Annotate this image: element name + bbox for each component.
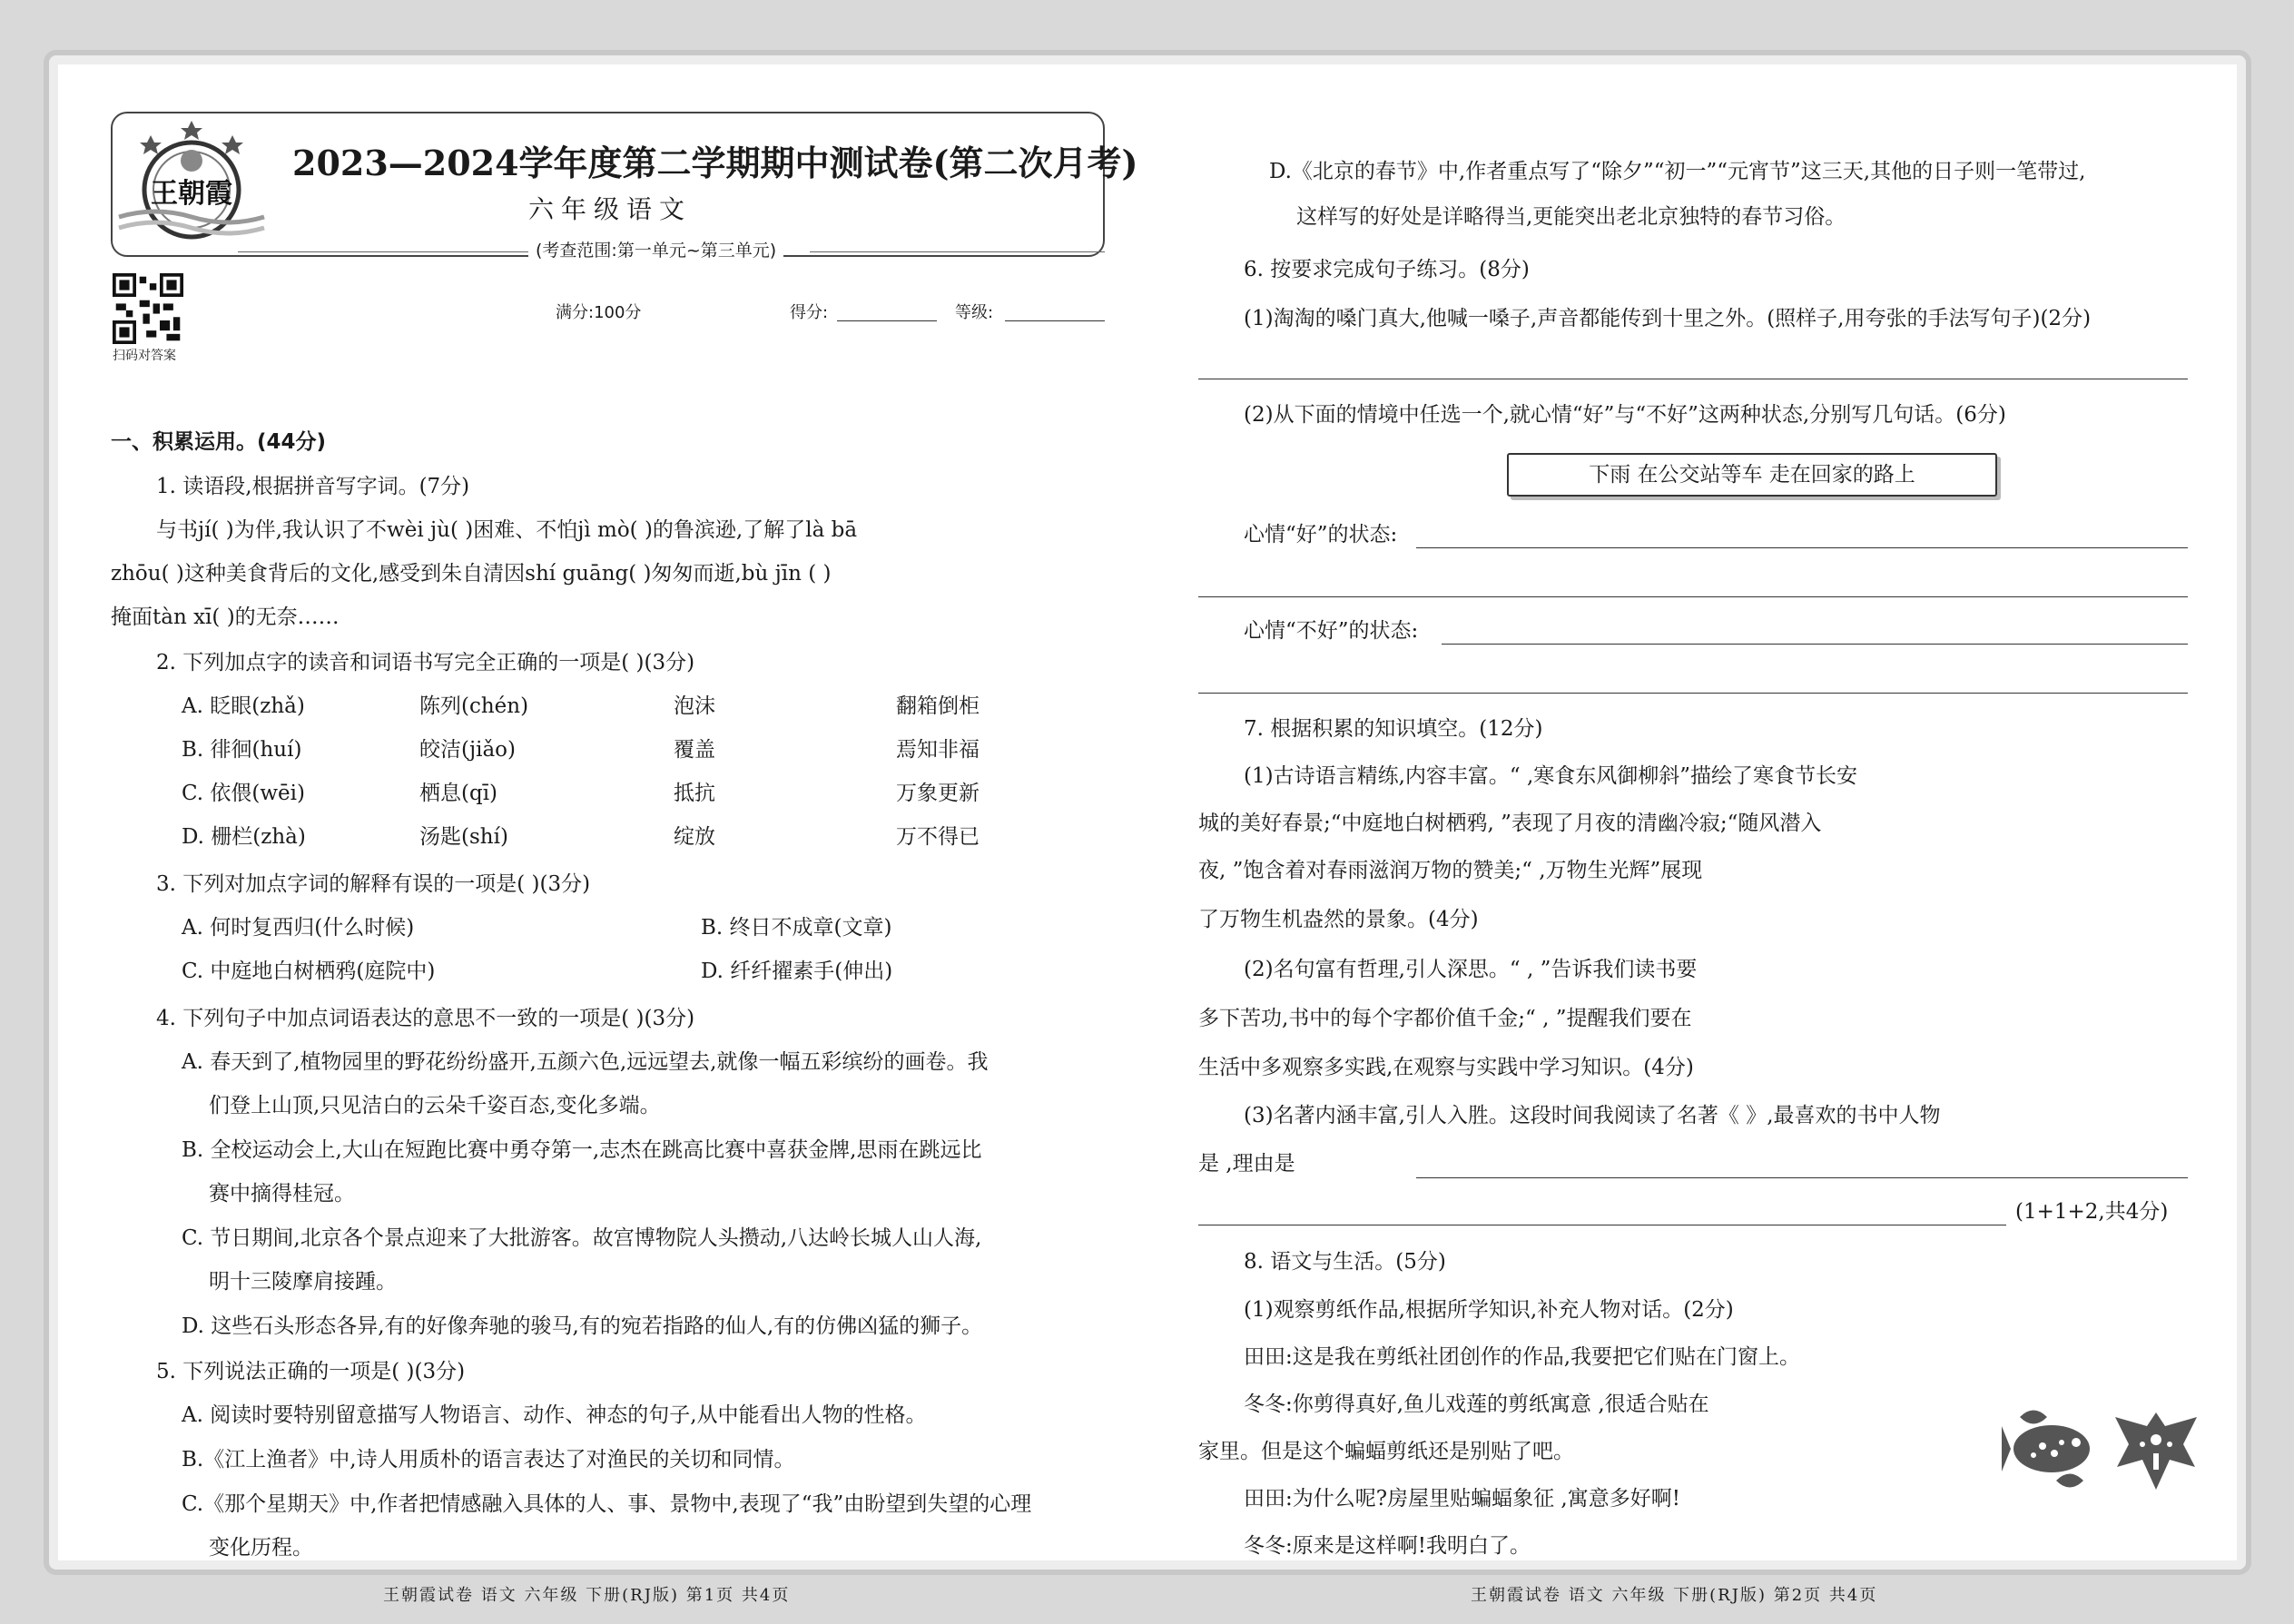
q3-title: 3. 下列对加点字词的解释有误的一项是( )(3分) [156, 872, 591, 896]
q6-good-line-1[interactable] [1416, 547, 2188, 548]
q2-c2: 栖息(qī) [419, 782, 498, 805]
q5-c2: 变化历程。 [209, 1536, 313, 1560]
exam-subtitle: 六年级语文 [528, 194, 693, 224]
q7-score: (1+1+2,共4分) [2015, 1200, 2169, 1224]
q4-a1: A. 春天到了,植物园里的野花纷纷盛开,五颜六色,远远望去,就像一幅五彩缤纷的画卷。我 [182, 1050, 989, 1074]
q7-l6: 多下苦功,书中的每个字都价值千金;“ , ”提醒我们要在 [1198, 1007, 1692, 1030]
page-2 [1198, 55, 2242, 1605]
q2-a3: 泡沫 [674, 694, 715, 718]
q4-d1: D. 这些石头形态各异,有的好像奔驰的骏马,有的宛若指路的仙人,有的仿佛凶猛的狮子。 [182, 1314, 983, 1338]
q4-title: 4. 下列句子中加点词语表达的意思不一致的一项是( )(3分) [156, 1007, 695, 1030]
q3-a: A. 何时复西归(什么时候) [182, 916, 415, 940]
qr-label: 扫码对答案 [113, 349, 176, 363]
q7-l5: (2)名句富有哲理,引人深思。“ , ”告诉我们读书要 [1244, 958, 1698, 981]
footer-page-1: 王朝霞试卷 语文 六年级 下册(RJ版) 第1页 共4页 [383, 1586, 791, 1605]
score-label: 得分: [790, 303, 829, 322]
full-score: 满分:100分 [556, 303, 642, 322]
q1-line-2: zhōu( )这种美食背后的文化,感受到朱自清因shí guāng( )匆匆而逝,bù jīn ( ) [111, 562, 832, 586]
q6-p1: (1)淘淘的嗓门真大,他喊一嗓子,声音都能传到十里之外。(照样子,用夸张的手法写句子)(2分) [1244, 307, 2092, 330]
q2-title: 2. 下列加点字的读音和词语书写完全正确的一项是( )(3分) [156, 651, 695, 674]
q2-b4: 焉知非福 [896, 738, 980, 762]
q7-l8: (3)名著内涵丰富,引人入胜。这段时间我阅读了名著《 》,最喜欢的书中人物 [1244, 1104, 1941, 1127]
q7-l9: 是 ,理由是 [1198, 1152, 1295, 1176]
q7-l3: 夜, ”饱含着对春雨滋润万物的赞美;“ ,万物生光辉”展现 [1198, 859, 1703, 882]
q2-a1: A. 眨眼(zhǎ) [182, 694, 305, 718]
q2-a2: 陈列(chén) [419, 694, 529, 718]
q5-c1: C.《那个星期天》中,作者把情感融入具体的人、事、景物中,表现了“我”由盼望到失望的心理 [182, 1492, 1032, 1516]
qr-code-icon[interactable] [113, 273, 183, 344]
q6-bad-line-2[interactable] [1198, 693, 2188, 694]
q6-bad-line-1[interactable] [1442, 644, 2188, 645]
brand-logo-icon [114, 115, 269, 251]
section-1-heading: 一、积累运用。(44分) [111, 430, 327, 454]
exam-title: 2023—2024学年度第二学期期中测试卷(第二次月考) [292, 143, 1138, 183]
q5-d2: 这样写的好处是详略得当,更能突出老北京独特的春节习俗。 [1296, 205, 1846, 229]
q2-d2: 汤匙(shí) [419, 825, 508, 849]
q6-title: 6. 按要求完成句子练习。(8分) [1244, 258, 1530, 281]
q2-d4: 万不得已 [896, 825, 980, 849]
grade-field[interactable] [1005, 320, 1105, 321]
q1-line-1: 与书jí( )为伴,我认识了不wèi jù( )困难、不怕jì mò( )的鲁滨逊,了解了là bā [156, 518, 858, 542]
q4-c2: 明十三陵摩肩接踵。 [209, 1270, 397, 1294]
q3-c: C. 中庭地白树栖鸦(庭院中) [182, 960, 436, 983]
q8-d5: 冬冬:原来是这样啊!我明白了。 [1244, 1534, 1531, 1558]
q4-c1: C. 节日期间,北京各个景点迎来了大批游客。故宫博物院人头攒动,八达岭长城人山人海, [182, 1226, 982, 1250]
q5-a: A. 阅读时要特别留意描写人物语言、动作、神态的句子,从中能看出人物的性格。 [182, 1403, 927, 1427]
q2-b1: B. 徘徊(huí) [182, 738, 302, 762]
q6-p2: (2)从下面的情境中任选一个,就心情“好”与“不好”这两种状态,分别写几句话。(6分) [1244, 403, 2006, 427]
exam-sheet [44, 50, 2251, 1605]
q2-d3: 绽放 [674, 825, 715, 849]
q8-d3: 家里。但是这个蝙蝠剪纸还是别贴了吧。 [1198, 1440, 1574, 1463]
exam-scope: (考查范围:第一单元~第三单元) [528, 237, 783, 261]
q7-l7: 生活中多观察多实践,在观察与实践中学习知识。(4分) [1198, 1056, 1694, 1079]
q2-d1: D. 栅栏(zhà) [182, 825, 306, 849]
q1-line-3: 掩面tàn xī( )的无奈…… [111, 605, 340, 629]
svg-text:王朝霞: 王朝霞 [151, 178, 232, 210]
q8-d4: 田田:为什么呢?房屋里贴蝙蝠象征 ,寓意多好啊! [1244, 1487, 1680, 1511]
bat-papercut-icon [2115, 1403, 2197, 1499]
q3-d: D. 纤纤擢素手(伸出) [701, 960, 893, 983]
q7-title: 7. 根据积累的知识填空。(12分) [1244, 717, 1543, 741]
q2-b3: 覆盖 [674, 738, 715, 762]
q2-c1: C. 依偎(wēi) [182, 782, 306, 805]
q2-c4: 万象更新 [896, 782, 980, 805]
q1-title: 1. 读语段,根据拼音写字词。(7分) [156, 475, 470, 498]
q2-a4: 翻箱倒柜 [896, 694, 980, 718]
q6-good-label: 心情“好”的状态: [1244, 523, 1398, 546]
page-1 [111, 55, 1155, 1605]
q7-l4: 了万物生机盎然的景象。(4分) [1198, 908, 1479, 931]
q4-b1: B. 全校运动会上,大山在短跑比赛中勇夺第一,志杰在跳高比赛中喜获金牌,思雨在跳远比 [182, 1138, 982, 1162]
q5-title: 5. 下列说法正确的一项是( )(3分) [156, 1360, 466, 1383]
q7-reason-line-1[interactable] [1416, 1177, 2188, 1178]
q7-l2: 城的美好春景;“中庭地白树栖鸦, ”表现了月夜的清幽冷寂;“随风潜入 [1198, 812, 1822, 835]
q8-d2: 冬冬:你剪得真好,鱼儿戏莲的剪纸寓意 ,很适合贴在 [1244, 1393, 1709, 1416]
q5-b: B.《江上渔者》中,诗人用质朴的语言表达了对渔民的关切和同情。 [182, 1448, 795, 1471]
footer-page-2: 王朝霞试卷 语文 六年级 下册(RJ版) 第2页 共4页 [1471, 1586, 1878, 1605]
q4-a2: 们登上山顶,只见洁白的云朵千姿百态,变化多端。 [209, 1094, 661, 1117]
q8-title: 8. 语文与生活。(5分) [1244, 1250, 1446, 1274]
q6-good-line-2[interactable] [1198, 596, 2188, 597]
score-field[interactable] [837, 320, 937, 321]
q2-c3: 抵抗 [674, 782, 715, 805]
fish-lotus-papercut-icon [2002, 1399, 2102, 1499]
q2-b2: 皎洁(jiǎo) [419, 738, 516, 762]
q3-b: B. 终日不成章(文章) [701, 916, 892, 940]
q5-d1: D.《北京的春节》中,作者重点写了“除夕”“初一”“元宵节”这三天,其他的日子则一笔带过, [1269, 160, 2086, 183]
q6-bad-label: 心情“不好”的状态: [1244, 619, 1419, 643]
q8-p1: (1)观察剪纸作品,根据所学知识,补充人物对话。(2分) [1244, 1298, 1734, 1322]
scenario-box: 下雨 在公交站等车 走在回家的路上 [1507, 453, 1997, 497]
q7-l1: (1)古诗语言精练,内容丰富。“ ,寒食东风御柳斜”描绘了寒食节长安 [1244, 764, 1858, 788]
grade-label: 等级: [955, 303, 994, 322]
q8-d1: 田田:这是我在剪纸社团创作的作品,我要把它们贴在门窗上。 [1244, 1345, 1801, 1369]
q4-b2: 赛中摘得桂冠。 [209, 1182, 355, 1206]
